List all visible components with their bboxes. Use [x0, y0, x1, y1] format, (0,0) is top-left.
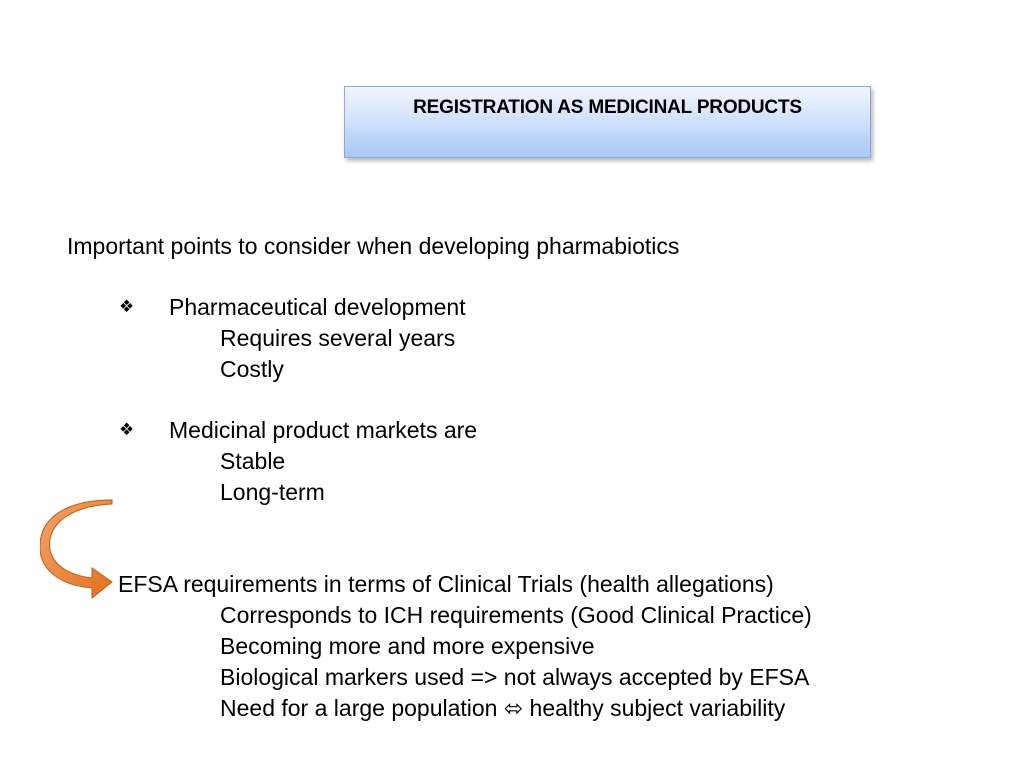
section-item: Stable	[220, 448, 286, 474]
efsa-item: Need for a large population ⬄ healthy subject variability	[220, 695, 786, 721]
intro-text: Important points to consider when developing pharmabiotics	[67, 233, 680, 259]
curved-arrow-icon	[40, 498, 120, 604]
diamond-bullet-icon: ❖	[119, 297, 135, 316]
section-item: Costly	[220, 356, 284, 382]
section-heading: Pharmaceutical development	[169, 294, 466, 320]
efsa-item: Becoming more and more expensive	[220, 633, 595, 659]
efsa-item: Corresponds to ICH requirements (Good Clinical Practice)	[220, 602, 812, 628]
section-heading: Medicinal product markets are	[169, 417, 478, 443]
efsa-heading: EFSA requirements in terms of Clinical Trials (health allegations)	[118, 571, 774, 597]
diamond-bullet-icon: ❖	[119, 420, 135, 439]
section-item: Long-term	[220, 479, 325, 505]
slide-title: REGISTRATION AS MEDICINAL PRODUCTS	[413, 97, 802, 118]
section-item: Requires several years	[220, 325, 456, 351]
efsa-item: Biological markers used => not always accepted by EFSA	[220, 664, 810, 690]
title-box	[344, 86, 871, 158]
